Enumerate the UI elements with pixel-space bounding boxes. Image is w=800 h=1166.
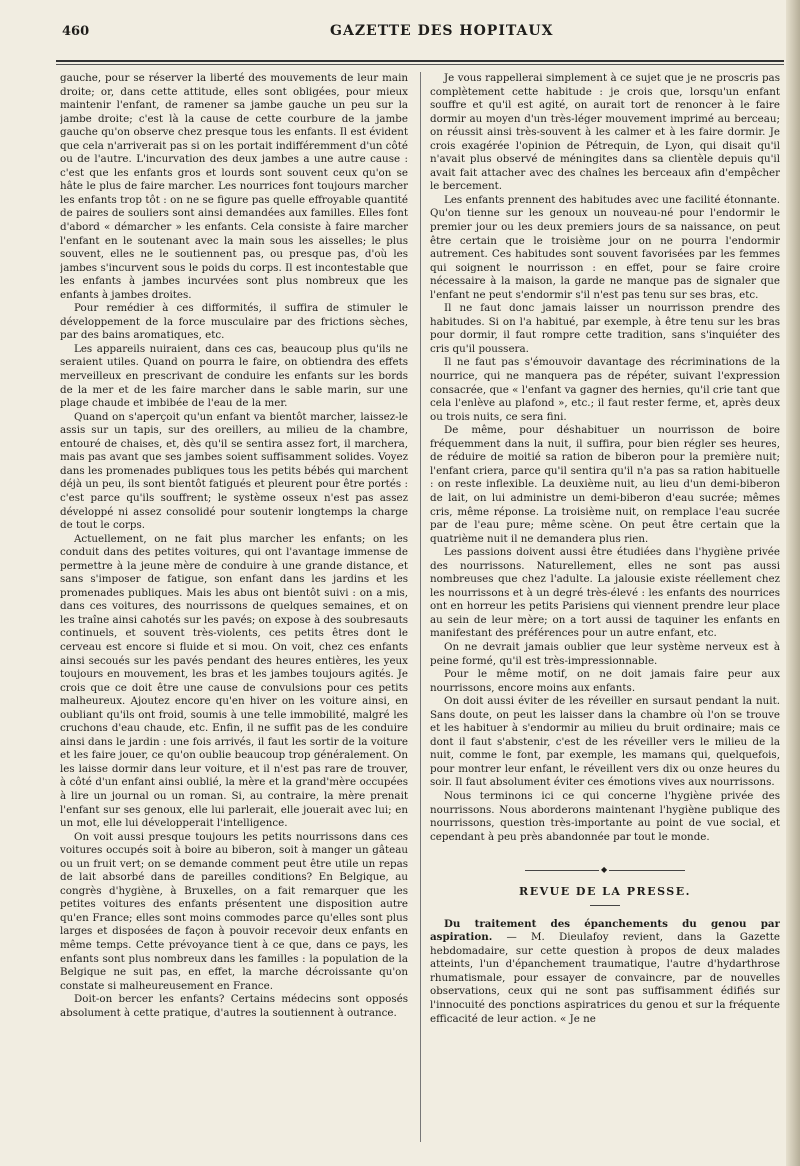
paragraph: Doit-on bercer les enfants? Certains médecins sont opposés absolument à cette pratique, d'autres la soutiennent à outrance. <box>60 993 408 1019</box>
right-column <box>430 72 780 1152</box>
paragraph: Actuellement, on ne fait plus marcher les enfants; on les conduit dans des petites voitures, qui ont l'avantage immense de permettre à la jeune mère de conduire à une grande distance, et sans s'imposer de fatigue, son enfant dans les jardins et les promenades publiques. Mais les abus ont bientôt suivi : on a mis, dans ces voitures, des nourrissons de quelques semaines, et on les traîne ainsi cahotés sur les pavés; on expose à des soubresauts continuels, et souvent très-violents, ces petits êtres dont le cerveau est encore si fluide et si mou. On voit, chez ces enfants ainsi secoués sur les pavés pendant des heures entières, les yeux toujours en mouvement, les bras et les jambes toujours agités. Je crois que ce doit être une cause de convulsions pour ces petits malheureux. Ajoutez encore qu'en hiver on les voiture ainsi, en oubliant qu'ils ont froid, soumis à une telle immobilité, malgré les cruchons d'eau chaude, etc. Enfin, il ne suffit pas de les conduire ainsi dans le jardin : une fois arrivés, il faut les sortir de la voiture et les faire jouer, ce qu'on oublie beaucoup trop généralement. On les laisse dormir dans leur voiture, et il n'est pas rare de trouver, à côté d'un enfant ainsi oublié, la mère et la grand'mère occupées à lire un journal ou un roman. Si, au contraire, la mère prenait l'enfant sur ses genoux, elle lui parlerait, elle jouerait avec lui; en un mot, elle lui développerait l'intelligence. <box>60 532 408 830</box>
header-rule-thin <box>56 64 784 65</box>
paragraph: On ne devrait jamais oublier que leur système nerveux est à peine formé, qu'il est très-impressionnable. <box>430 640 780 667</box>
article-text: — M. Dieulafoy revient, dans la Gazette hebdomadaire, sur cette question à propos de deux malades atteints, l'un d'épanchement traumatique, l'autre d'hydarthrose rhumatismale, pour essayer de convaincre, par de nouvelles observations, ceux qui ne sont pas suffisamment édifiés sur l'innocuité des ponctions aspiratrices du genou et sur la fréquente efficacité de leur action. « Je ne <box>430 931 780 1025</box>
paragraph: Les enfants prennent des habitudes avec une facilité étonnante. Qu'on tienne sur les genoux un nouveau-né pour l'endormir le premier jour ou les deux premiers jours de sa naissance, on peut être certain que le troisième jour on ne pourra l'endormir autrement. Ces habitudes sont souvent favorisées par les femmes qui soignent le nourrisson : en effet, pour se faire croire nécessaire à la maison, la garde ne manque pas de signaler que l'enfant ne peut s'endormir s'il n'est pas tenu sur ses bras, etc. <box>430 193 780 301</box>
paragraph: Je vous rappellerai simplement à ce sujet que je ne proscris pas complètement cette habitude : je crois que, lorsqu'un enfant souffre et qu'il est agité, on aurait tort de renoncer à le faire dormir au moyen d'un très-léger mouvement imprimé au berceau; on réussit ainsi très-souvent à les calmer et à les faire dormir. Je crois exagérée l'opinion de Pétrequin, de Lyon, qui disait qu'il n'avait plus observé de méningites dans sa clientèle depuis qu'il avait fait attacher avec des chaînes les berceaux afin d'empêcher le bercement. <box>430 72 780 193</box>
separator-glyph: ◆ <box>601 865 608 875</box>
journal-title: GAZETTE DES HOPITAUX <box>330 23 554 39</box>
paragraph: Pour remédier à ces difformités, il suffira de stimuler le développement de la force musculaire par des frictions sèches, par des bains aromatiques, etc. <box>60 302 408 342</box>
paragraph: De même, pour déshabituer un nourrisson de boire fréquemment dans la nuit, il suffira, pour bien régler ses heures, de réduire de moitié sa ration de biberon pour la première nuit; l'enfant criera, parce qu'il sentira qu'il n'a pas sa ration habituelle : on reste inflexible. La deuxième nuit, au lieu d'un demi-biberon de lait, on lui administre un demi-biberon d'eau sucrée; mêmes cris, même réponse. La troisième nuit, on remplace l'eau sucrée par de l'eau pure; même scène. On peut être certain que la quatrième nuit il ne demandera plus rien. <box>430 424 780 545</box>
heading-rule <box>590 905 620 906</box>
paragraph: Il ne faut donc jamais laisser un nourrisson prendre des habitudes. Si on l'a habitué, par exemple, à être tenu sur les bras pour dormir, il faut rompre cette tradition, sans s'inquiéter des cris qu'il poussera. <box>430 302 780 355</box>
paragraph: Il ne faut pas s'émouvoir davantage des récriminations de la nourrice, qui ne manquera pas de répéter, suivant l'expression consacrée, que « l'enfant va gagner des hernies, qu'il crie tant que cela l'enlève au plafond », etc.; il faut rester ferme, et, après deux ou trois nuits, ce sera fini. <box>430 356 780 423</box>
left-column <box>60 72 408 1152</box>
paragraph: Nous terminons ici ce qui concerne l'hygiène privée des nourrissons. Nous aborderons maintenant l'hygiène publique des nourrissons, question très-importante au point de vue social, et cependant à peu près abandonnée par tout le monde. <box>430 789 780 843</box>
paragraph: On doit aussi éviter de les réveiller en sursaut pendant la nuit. Sans doute, on peut les laisser dans la chambre où l'on se trouve et les habituer à s'endormir au milieu du bruit ordinaire; mais ce dont il faut s'abstenir, c'est de les réveiller vers le milieu de la nuit, comme le font, par exemple, les mamans qui, quelquefois, pour montrer leur enfant, le réveillent vers dix ou onze heures du soir. Il faut absolument éviter ces émotions vives aux nourrissons. <box>430 695 780 789</box>
paragraph: Pour le même motif, on ne doit jamais faire peur aux nourrissons, encore moins aux enfants. <box>430 668 780 694</box>
page-spine-shadow <box>786 0 800 1166</box>
column-divider <box>420 72 421 1142</box>
section-separator <box>525 865 685 875</box>
paragraph: Les appareils nuiraient, dans ces cas, beaucoup plus qu'ils ne seraient utiles. Quand on pourra le faire, on obtiendra des effets merveilleux en prescrivant de conduire les enfants sur les bords de la mer et de les faire marcher dans le sable marin, sur une plage chaude et imbibée de l'eau de la mer. <box>60 342 408 410</box>
paragraph: Les passions doivent aussi être étudiées dans l'hygiène privée des nourrissons. Naturellement, elles ne sont pas aussi nombreuses que chez l'adulte. La jalousie existe réellement chez les nourrissons et à un degré très-élevé : les enfants des nourrices ont en horreur les petits Parisiens qui viennent prendre leur place au sein de leur mère; on a tort aussi de taquiner les enfants en manifestant des préférences pour un autre enfant, etc. <box>430 546 780 640</box>
page-number: 460 <box>62 24 90 39</box>
article-title: Du traitement des épanchements du genou par aspiration. <box>430 917 780 944</box>
paragraph: gauche, pour se réserver la liberté des mouvements de leur main droite; or, dans cette attitude, elles sont obligées, pour mieux maintenir l'enfant, de ramener sa jambe gauche un peu sur la jambe droite; c'est là la cause de cette courbure de la jambe gauche qu'on observe chez presque tous les enfants. Il est évident que cela n'arriverait pas si on les portait indifféremment d'un côté ou de l'autre. L'incurvation des deux jambes a une autre cause : c'est que les enfants gros et lourds sont souvent ceux qu'on se hâte le plus de faire marcher. Les nourrices font toujours marcher les enfants trop tôt : on ne se figure pas quelle effroyable quantité de paires de souliers sont ainsi demandées aux familles. Elles font d'abord « démarcher » les enfants. Cela consiste à faire marcher l'enfant en le soutenant avec la main sous les aisselles; le plus souvent, elles ne le soutiennent pas, ou presque pas, d'où les jambes s'incurvent sous le poids du corps. Il est incontestable que les enfants à jambes incurvées sont plus nombreux que les enfants à jambes droites. <box>60 72 408 301</box>
section-heading: REVUE DE LA PRESSE. <box>519 885 691 899</box>
paragraph: Quand on s'aperçoit qu'un enfant va bientôt marcher, laissez-le assis sur un tapis, sur des oreillers, au milieu de la chambre, entouré de chaises, et, dès qu'il se sentira assez fort, il marchera, mais pas avant que ses jambes soient suffisamment solides. Voyez dans les promenades publiques tous les petits bébés qui marchent déjà un peu, ils sont bientôt fatigués et pleurent pour être portés : c'est parce qu'ils souffrent; le système osseux n'est pas assez développé ni assez consolidé pour soutenir longtemps la charge de tout le corps. <box>60 410 408 532</box>
article-paragraph <box>430 918 780 1026</box>
paragraph: On voit aussi presque toujours les petits nourrissons dans ces voitures occupés soit à boire au biberon, soit à manger un gâteau ou un fruit vert; on se demande comment peut être utile un repas de lait absorbé dans de pareilles conditions? En Belgique, au congrès d'hygiène, à Bruxelles, on a fait remarquer que les petites voitures des enfants présentent une disposition autre qu'en France; elles sont moins commodes parce qu'elles sont plus larges et disposées de façon à pouvoir recevoir deux enfants en même temps. Cette prévoyance tient à ce que, dans ce pays, les enfants sont plus nombreux dans les familles : la population de la Belgique ne suit pas, en effet, la marche décroissante qu'on constate si malheureusement en France. <box>60 830 408 992</box>
header-rule <box>56 60 784 62</box>
